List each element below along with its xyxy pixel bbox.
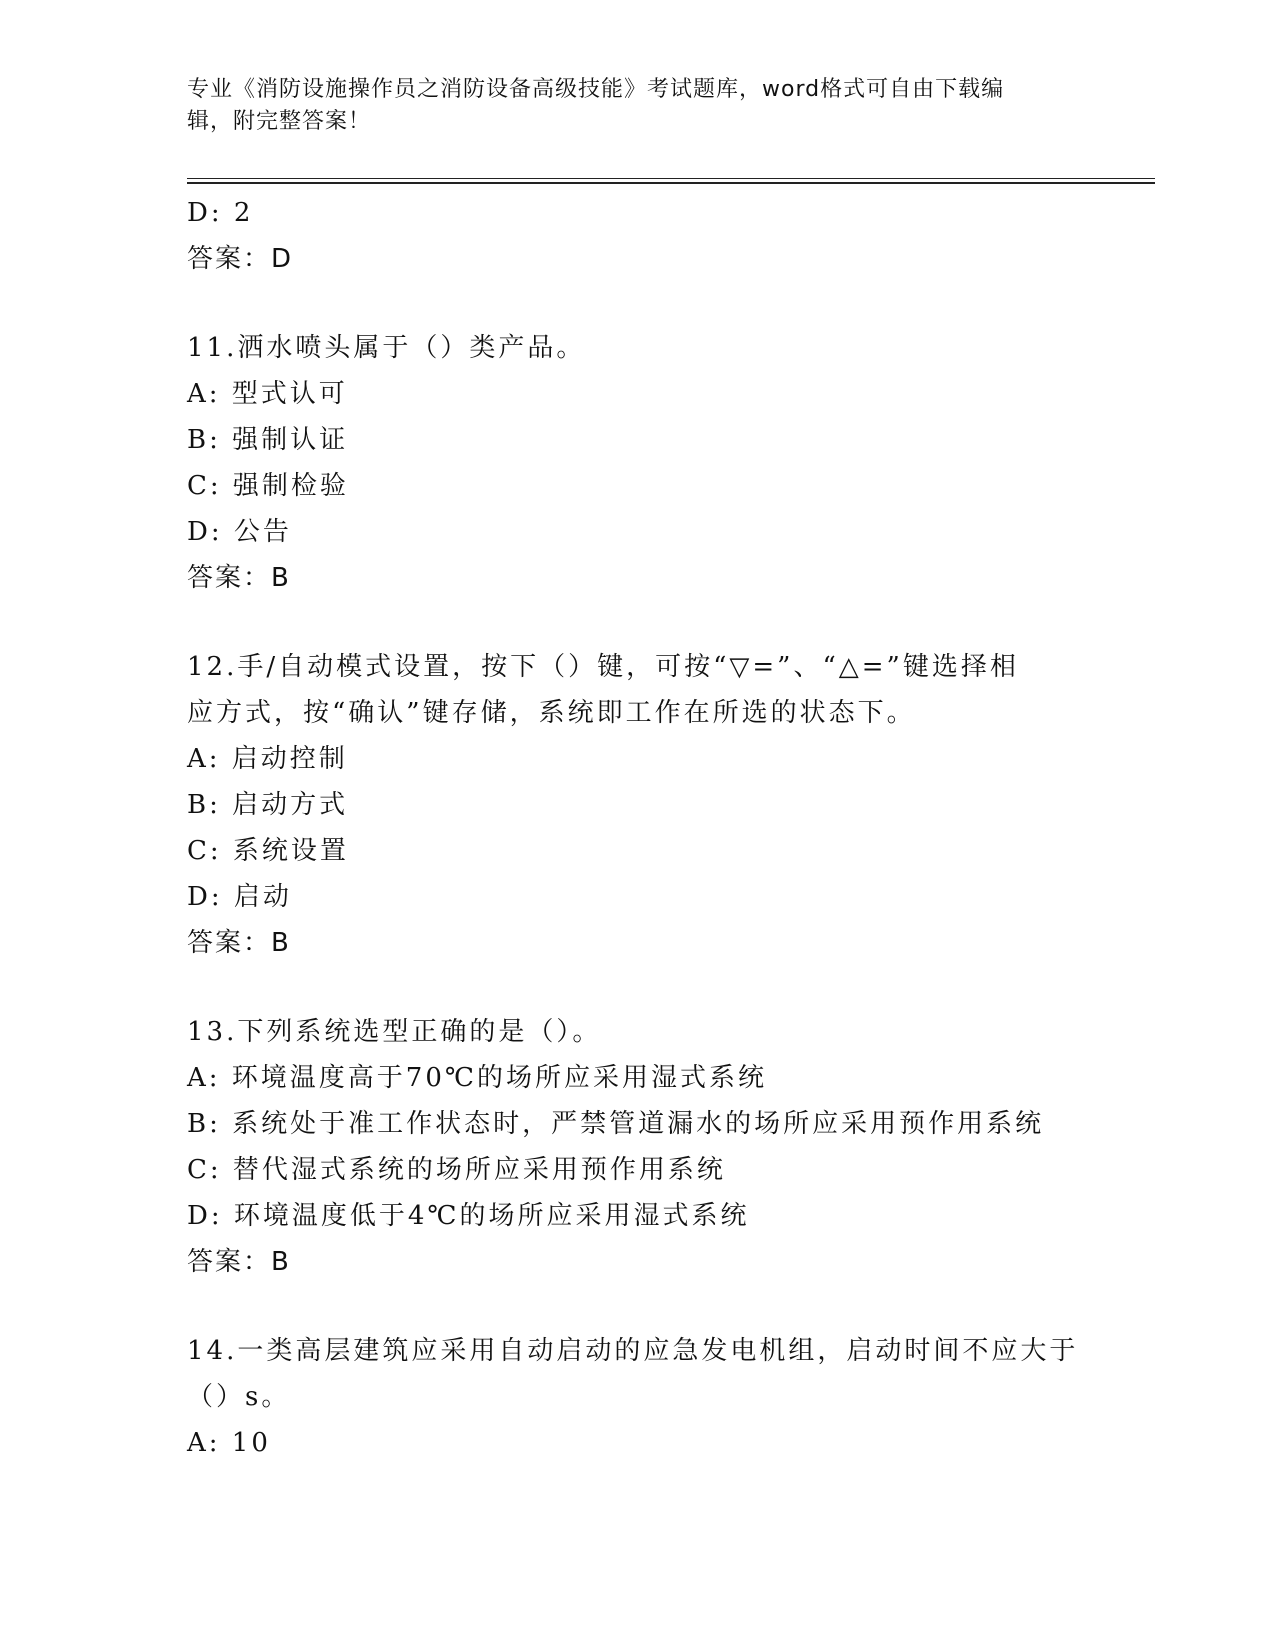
header-rule-thick — [187, 182, 1155, 184]
option-b: B: 启动方式 — [187, 790, 349, 820]
spacer — [187, 282, 1087, 325]
question-list — [187, 190, 1087, 1466]
option-b: B: 系统处于准工作状态时，严禁管道漏水的场所应采用预作用系统 — [187, 1109, 1045, 1139]
option-c: C: 替代湿式系统的场所应采用预作用系统 — [187, 1155, 726, 1185]
option-d: D: 启动 — [187, 882, 292, 912]
answer-line: 答案：D — [187, 244, 294, 274]
question-12 — [187, 644, 1087, 966]
option-a: A: 型式认可 — [187, 379, 348, 409]
answer-line: 答案：B — [187, 928, 291, 958]
spacer — [187, 966, 1087, 1009]
spacer — [187, 601, 1087, 644]
question-13 — [187, 1009, 1087, 1285]
question-stem: 11.洒水喷头属于（）类产品。 — [187, 333, 586, 363]
option-d: D: 环境温度低于4℃的场所应采用湿式系统 — [187, 1201, 750, 1231]
option-a: A: 启动控制 — [187, 744, 348, 774]
option-d: D: 公告 — [187, 517, 292, 547]
question-stem-line-2: 应方式，按“确认”键存储，系统即工作在所选的状态下。 — [187, 698, 916, 728]
answer-line: 答案：B — [187, 563, 291, 593]
document-header — [187, 74, 1067, 138]
question-stem-line-1: 14.一类高层建筑应采用自动启动的应急发电机组，启动时间不应大于 — [187, 1336, 1079, 1366]
option-b: B: 强制认证 — [187, 425, 349, 455]
option-d: D: 2 — [187, 198, 254, 228]
header-line-2: 辑，附完整答案！ — [187, 109, 372, 134]
header-rule-thin — [187, 178, 1155, 179]
option-a: A: 环境温度高于70℃的场所应采用湿式系统 — [187, 1063, 767, 1093]
spacer — [187, 1285, 1087, 1328]
answer-line: 答案：B — [187, 1247, 291, 1277]
header-line-1: 专业《消防设施操作员之消防设备高级技能》考试题库，word格式可自由下载编 — [187, 77, 1005, 102]
question-stem-line-1: 12.手/自动模式设置，按下（）键，可按“▽=”、“△=”键选择相 — [187, 652, 1019, 682]
question-11 — [187, 325, 1087, 601]
option-c: C: 系统设置 — [187, 836, 349, 866]
question-stem: 13.下列系统选型正确的是（）。 — [187, 1017, 602, 1047]
previous-question-tail — [187, 190, 1087, 282]
question-14 — [187, 1328, 1087, 1466]
option-a: A: 10 — [187, 1428, 271, 1458]
option-c: C: 强制检验 — [187, 471, 349, 501]
question-stem-line-2: （）s。 — [187, 1382, 291, 1412]
